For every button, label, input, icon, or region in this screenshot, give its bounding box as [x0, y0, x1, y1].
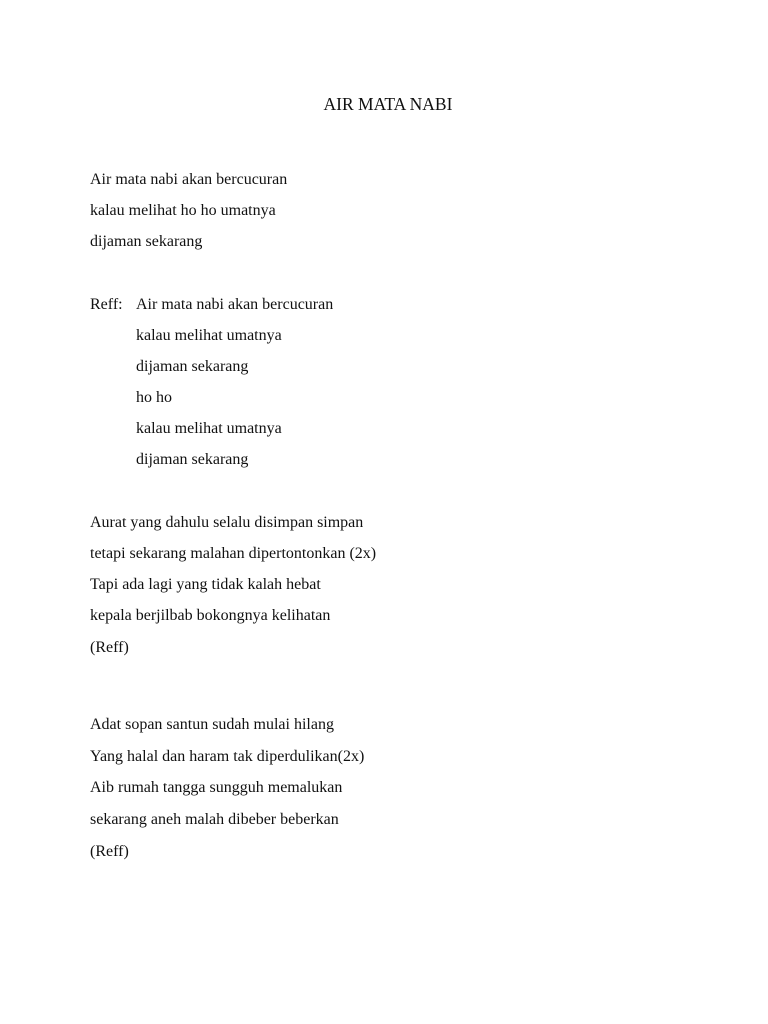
- verse2-reff-marker: (Reff): [90, 639, 129, 656]
- verse3-reff-marker: (Reff): [90, 843, 129, 860]
- verse2-line-4: kepala berjilbab bokongnya kelihatan: [90, 607, 331, 624]
- verse2-line-1: Aurat yang dahulu selalu disimpan simpan: [90, 514, 364, 531]
- verse3-line-4: sekarang aneh malah dibeber beberkan: [90, 811, 339, 828]
- verse1-line-1: Air mata nabi akan bercucuran: [90, 171, 288, 188]
- verse3-line-2: Yang halal dan haram tak diperdulikan(2x): [90, 748, 365, 765]
- verse2-line-3: Tapi ada lagi yang tidak kalah hebat: [90, 576, 321, 593]
- reff-line-4: ho ho: [136, 389, 172, 406]
- reff-line-6: dijaman sekarang: [136, 451, 249, 468]
- reff-line-1: Air mata nabi akan bercucuran: [136, 296, 334, 313]
- reff-line-2: kalau melihat umatnya: [136, 327, 282, 344]
- verse3-line-3: Aib rumah tangga sungguh memalukan: [90, 779, 343, 796]
- song-title: AIR MATA NABI: [323, 94, 453, 114]
- reff-line-3: dijaman sekarang: [136, 358, 249, 375]
- verse1-line-3: dijaman sekarang: [90, 233, 203, 250]
- verse2-line-2: tetapi sekarang malahan dipertontonkan (2x): [90, 545, 377, 562]
- verse3-line-1: Adat sopan santun sudah mulai hilang: [90, 716, 334, 733]
- reff-label: Reff:: [90, 296, 123, 313]
- reff-line-5: kalau melihat umatnya: [136, 420, 282, 437]
- verse1-line-2: kalau melihat ho ho umatnya: [90, 202, 276, 219]
